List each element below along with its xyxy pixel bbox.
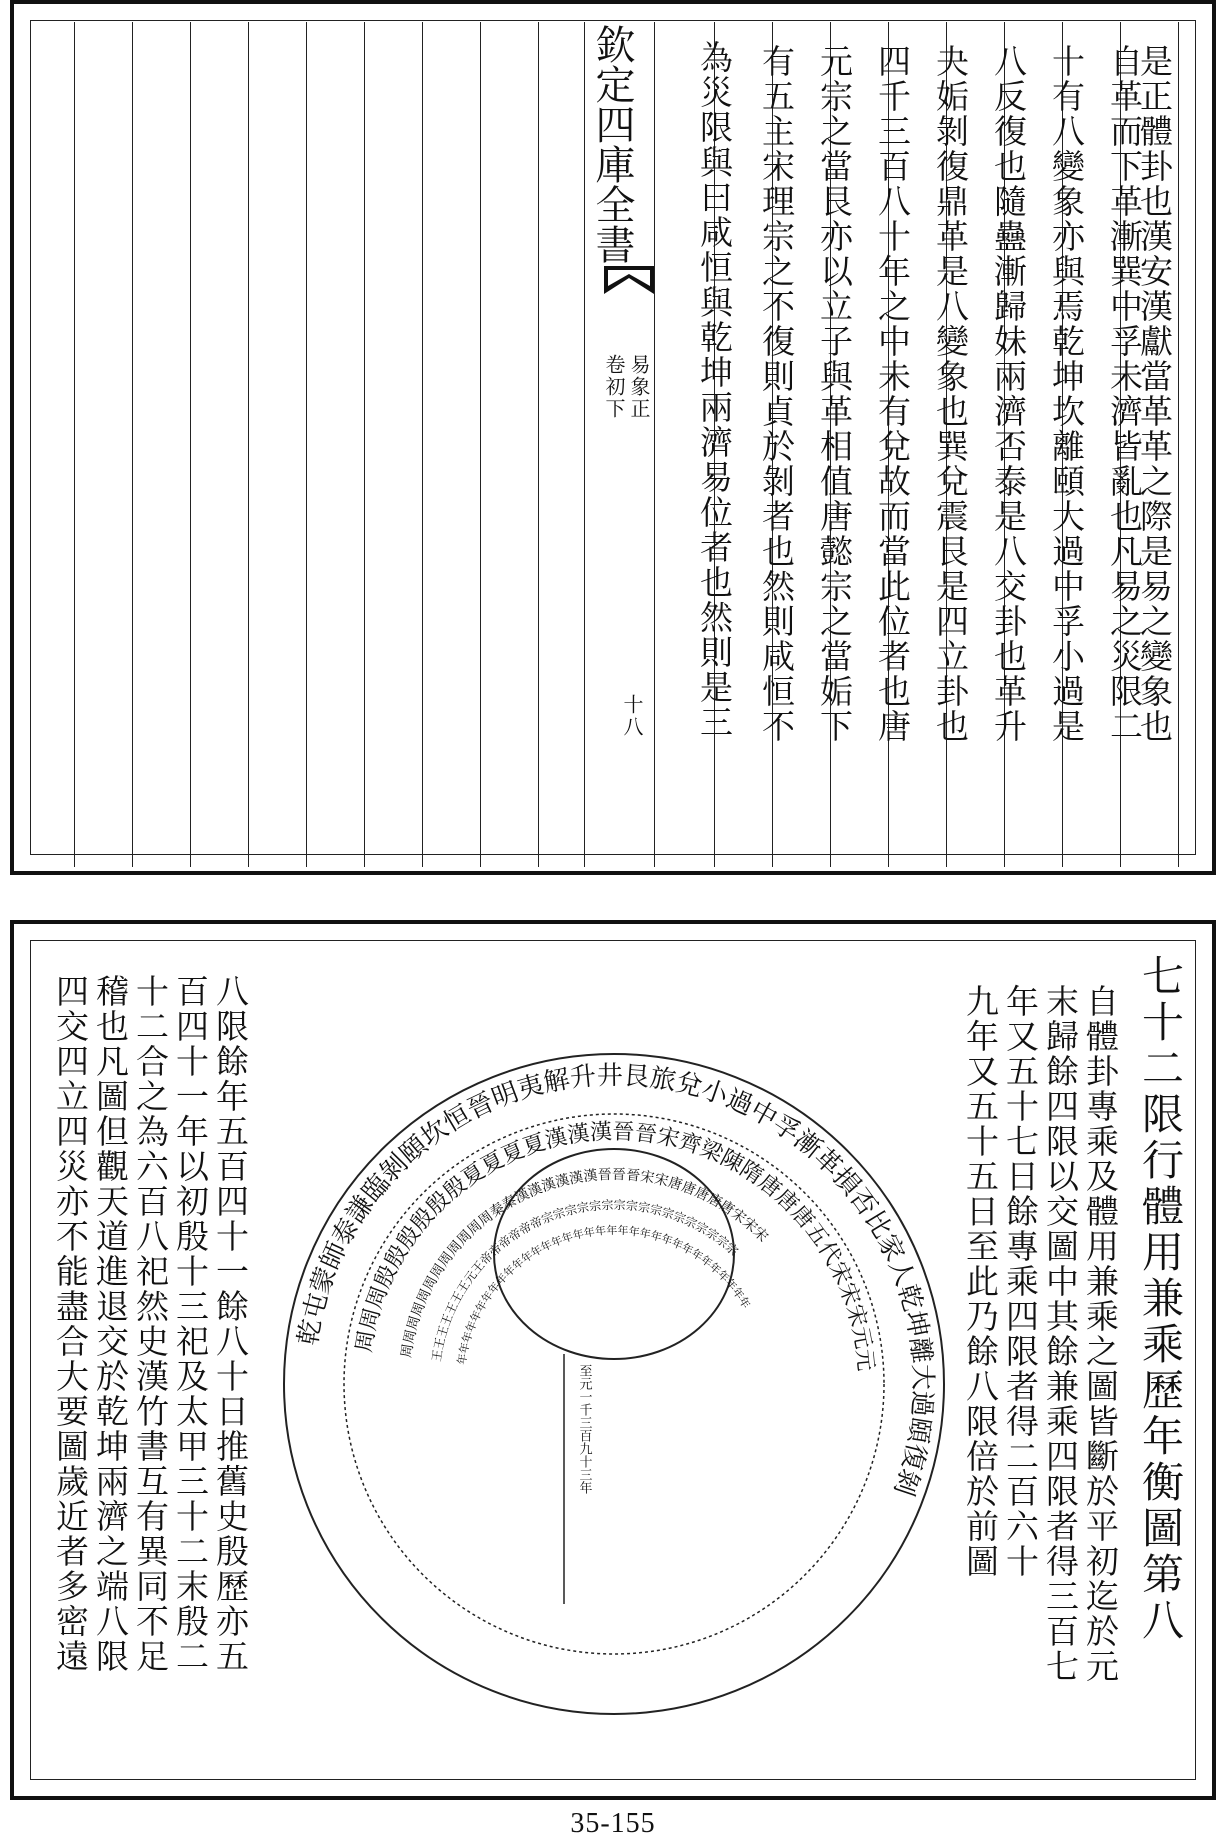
outer-ring-text: 乾屯蒙師泰謙臨剝頤坎恒晉明夷解升井艮旅兌小過中孚漸革損否比家人乾坤離大過頤復剝 [293,1060,938,1500]
middle-ring-text: 周周周殷殷殷殷殷殷夏夏夏夏漢漢漢晉晉宋齊梁陳隋唐唐唐五代宋宋宋元元 [351,1119,878,1373]
text-column: 末歸餘四限以交圖中其餘兼乘四限者得三百七 [1041,984,1080,1684]
text-column: 八限餘年五百四十一餘八十日推舊史殷歷亦五 [211,974,250,1674]
text-column: 為災限與曰咸恒與乾坤兩濟易位者也然則是三 [695,40,734,740]
column-rule [422,22,423,867]
column-rule [132,22,133,867]
column-rule [714,22,715,867]
text-column: 十二合之為六百八祀然史漢竹書互有異同不足 [131,974,170,1674]
column-rule [364,22,365,867]
text-column: 稽也凡圖但觀天道進退交於乾坤兩濟之端八限 [91,974,130,1674]
folio-number: 十八 [620,694,644,738]
book-title: 欽定四庫全書 [589,24,635,264]
text-column: 四交四立四災亦不能盡合大要圖歲近者多密遠 [51,974,90,1674]
center-band-rule [584,22,585,867]
text-column: 自體卦專乘及體用兼乘之圖皆斷於平初迄於元 [1081,984,1120,1684]
text-column: 有五主宋理宗之不復則貞於剝者也然則咸恒不 [757,44,796,744]
text-column: 自革而下革漸巽中孚未濟皆亂也凡易之災限二 [1105,44,1144,744]
figure-title: 七十二限行體用兼乘歷年衡圖第八 [1136,954,1185,1644]
section-title: 易象正 [627,354,651,420]
text-column: 四千三百八十年之中未有兌故而當此位者也唐 [873,44,912,744]
text-column: 元宗之當艮亦以立子與革相值唐懿宗之當姤下 [815,44,854,744]
center-band-rule [654,22,655,867]
column-rule [248,22,249,867]
text-column: 是正體卦也漢安漢獻當革革之際是易之變象也 [1135,44,1174,744]
top-page-panel [10,0,1216,875]
column-rule [538,22,539,867]
text-column: 九年又五十五日至此乃餘八限倍於前圖 [961,984,1000,1579]
bottom-page-panel [10,920,1216,1800]
page-number: 35-155 [570,1808,656,1839]
text-column: 夬姤剝復鼎革是八變象也巽兌震艮是四立卦也 [931,44,970,744]
text-column: 百四十一年以初殷十三祀及太甲三十二末殷二 [171,974,210,1674]
inner-ring-text: 王王王王王王王元王帝帝帝帝帝帝宗宗宗宗宗宗宗宗宗宗宗宗宗宗宗宗宗 [429,1197,741,1363]
volume-label: 卷初下 [602,354,626,420]
column-rule [74,22,75,867]
column-rule [306,22,307,867]
inner-ring-text: 年年年年年年年年年年年年年年年年年年年年年年年年年年年年年年年年年年 [455,1223,753,1366]
text-column: 八反復也隨蠱漸歸妹兩濟否泰是八交卦也革升 [989,44,1028,744]
text-column: 年又五十七日餘專乘四限者得二百六十 [1001,984,1040,1579]
fishtail-mark [604,266,654,296]
text-column: 十有八變象亦與焉乾坤坎離頤大過中孚小過是 [1047,44,1086,744]
column-rule [190,22,191,867]
inner-boundary-circle [344,1114,884,1654]
inner-ring-text: 周周周周周周周周周周周周秦秦漢漢漢漢漢漢晉晉晉宋宋唐唐唐唐唐宋宋宋 [398,1166,771,1359]
outer-circle [284,1054,944,1714]
stem-label: 至元一千三百九十三年 [576,1364,592,1494]
circular-cycle-diagram [264,964,964,1784]
column-rule [480,22,481,867]
column-rule [1178,22,1179,867]
